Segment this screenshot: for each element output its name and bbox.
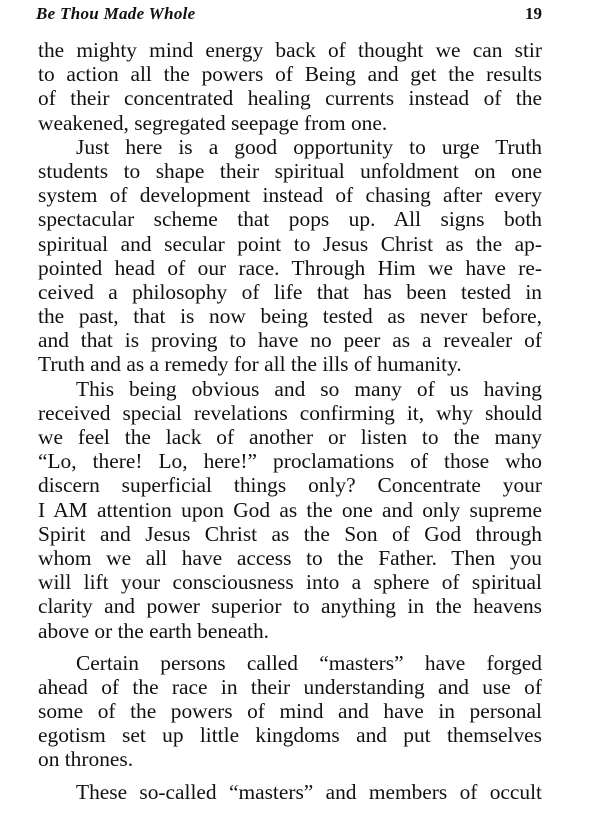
text-line: Certain persons called “masters” have forged — [76, 650, 542, 675]
text-line: we feel the lack of another or listen to the many — [38, 425, 542, 449]
text-line: received special revelations confirming it, why should — [38, 400, 542, 425]
page-number: 19 — [525, 4, 542, 23]
body-text — [38, 38, 542, 804]
text-line: some of the powers of mind and have in personal — [38, 699, 542, 724]
text-line: egotism set up little kingdoms and put themselves — [38, 723, 542, 748]
text-line: spiritual and secular point to Jesus Christ as the ap- — [38, 231, 542, 256]
text-line: to action all the powers of Being and get the results — [38, 62, 542, 87]
running-title: Be Thou Made Whole — [36, 4, 196, 23]
text-line: Spirit and Jesus Christ as the Son of God through — [38, 521, 542, 546]
text-line: discern superficial things only? Concentrate your — [38, 473, 542, 498]
paragraph-gap — [38, 772, 542, 780]
text-line: I AM attention upon God as the one and only supreme — [38, 497, 542, 522]
paragraph-3 — [38, 377, 542, 643]
text-line: This being obvious and so many of us having — [76, 376, 542, 401]
paragraph-1 — [38, 38, 542, 135]
paragraph-2 — [38, 135, 542, 377]
text-line: Truth and as a remedy for all the ills of humanity. — [38, 352, 462, 377]
paragraph-4 — [38, 651, 542, 772]
text-line: on thrones. — [38, 747, 134, 772]
text-line: will lift your consciousness into a sphere of spiritual — [38, 570, 542, 595]
text-line: pointed head of our race. Through Him we have re- — [38, 255, 542, 280]
text-line: spectacular scheme that pops up. All signs both — [38, 207, 542, 232]
text-line: system of development instead of chasing after every — [38, 183, 542, 208]
text-line: above or the earth beneath. — [38, 618, 270, 643]
text-line: whom we all have access to the Father. Then you — [38, 545, 542, 570]
text-line: of their concentrated healing currents instead of the — [38, 86, 542, 111]
paragraph-gap — [38, 643, 542, 651]
paragraph-5 — [38, 780, 542, 804]
text-line: These so-called “masters” and members of occult — [76, 779, 542, 804]
text-line: the mighty mind energy back of thought we can stir — [38, 38, 542, 62]
text-line: Just here is a good opportunity to urge Truth — [76, 134, 542, 159]
text-line: “Lo, there! Lo, here!” proclamations of those who — [38, 449, 542, 474]
text-line: clarity and power superior to anything in the heavens — [38, 594, 542, 619]
text-line: and that is proving to have no peer as a revealer of — [38, 328, 542, 353]
text-line: students to shape their spiritual unfoldment on one — [38, 158, 542, 183]
text-line: weakened, segregated seepage from one. — [38, 110, 388, 135]
text-line: ahead of the race in their understanding and use of — [38, 674, 542, 699]
running-head — [36, 2, 542, 26]
text-line: the past, that is now being tested as never before, — [38, 304, 542, 329]
text-line: ceived a philosophy of life that has been tested in — [38, 279, 542, 304]
